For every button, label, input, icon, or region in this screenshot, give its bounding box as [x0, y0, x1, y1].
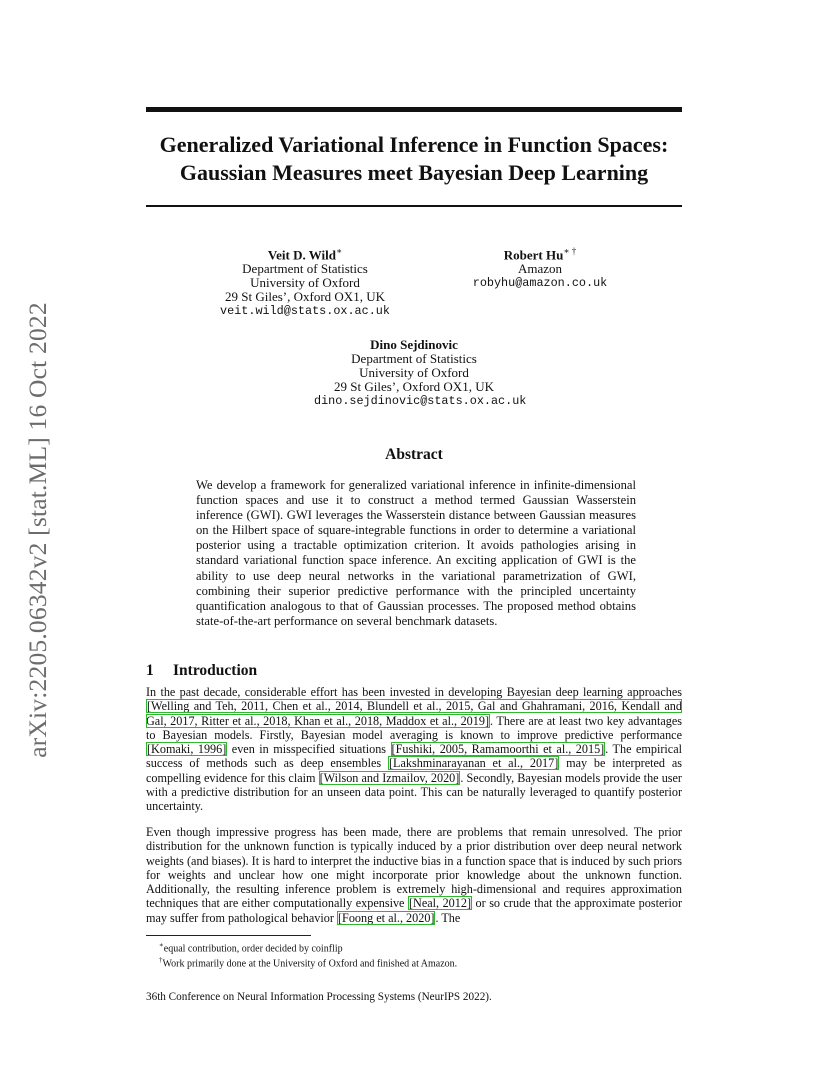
title-rule-top — [146, 107, 682, 112]
section-heading — [146, 662, 257, 680]
citation-link[interactable]: [Fushiki, 2005, Ramamoorthi et al., 2015] — [391, 742, 605, 756]
citation-link[interactable]: [Welling and Teh, 2011, Chen et al., 2014, Blundell et al., 2015, Gal and Ghahramani, 2016, Kendall and Gal, 2017, Ritter et al., 2018, Khan et al., 2018, Maddox et al., 2019] — [146, 699, 682, 728]
citation-link[interactable]: [Wilson and Izmailov, 2020] — [319, 770, 460, 785]
author-affiliation: Amazon — [517, 261, 563, 277]
author-name: Dino Sejdinovic — [370, 337, 458, 352]
author-block-hu — [440, 244, 640, 290]
title-rule-bottom — [146, 205, 682, 207]
author-affiliation: 29 St Giles’, Oxford OX1, UK — [225, 289, 385, 305]
abstract-heading: Abstract — [385, 446, 443, 463]
citation-link[interactable]: [Neal, 2012] — [408, 896, 472, 911]
author-name: Robert Hu — [503, 247, 564, 263]
author-affiliation: University of Oxford — [359, 365, 469, 380]
footnote-text: Work primarily done at the University of Oxford and finished at Amazon. — [162, 958, 458, 970]
paper-title-line-2: Gaussian Measures meet Bayesian Deep Learning — [179, 160, 649, 185]
body-text: . There are at least two key advantages to Bayesian models. Firstly, Bayesian model averaging is known to improve predictive performance — [146, 713, 682, 742]
body-text: . The — [435, 910, 461, 925]
citation-link[interactable]: [Komaki, 1996] — [147, 742, 227, 756]
abstract-text: We develop a framework for generalized variational inference in infinite-dimensional function spaces and use it to construct a method termed Gaussian Wasserstein inference (GWI). GWI leverages the Wasserstein distance between Gaussian measures on the Hilbert space of square-integrable functions in order to determine a variational posterior using a tractable optimization criterion. It avoids pathologies arising in standard variational function space inference. An exciting application of GWI is the ability to use deep neural networks in the variational parametrization of GWI, combining their superior predictive performance with the principled uncertainty quantification analogous to that of Gaussian processes. The proposed method obtains state-of-the-art performance on several benchmark datasets. — [196, 478, 636, 628]
author-marks: ∗ — [335, 246, 343, 256]
author-affiliation: Department of Statistics — [351, 351, 477, 366]
body-text: may be interpreted as compelling evidence for this claim — [146, 756, 682, 785]
intro-paragraph-1 — [146, 685, 682, 813]
author-block-sejdinovic — [314, 337, 527, 408]
author-affiliation: 29 St Giles’, Oxford OX1, UK — [334, 379, 494, 394]
body-text: In the past decade, considerable effort has been invested in developing Bayesian deep learning approaches — [146, 685, 682, 699]
footnote-rule — [146, 935, 311, 936]
author-email[interactable]: dino.sejdinovic@stats.ox.ac.uk — [314, 394, 527, 408]
author-affiliation: University of Oxford — [250, 275, 360, 291]
conference-note: 36th Conference on Neural Information Processing Systems (NeurIPS 2022). — [146, 991, 492, 1003]
author-name: Veit D. Wild — [267, 247, 336, 263]
footnote-2 — [159, 954, 457, 970]
citation-link[interactable]: [Foong et al., 2020] — [338, 910, 435, 925]
section-title: Introduction — [173, 662, 258, 679]
citation-link[interactable]: [Lakshminarayanan et al., 2017] — [388, 756, 559, 771]
author-email[interactable]: robyhu@amazon.co.uk — [472, 276, 608, 291]
arxiv-id-label: arXiv:2205.06342v2 [stat.ML] 16 Oct 2022 — [23, 302, 52, 758]
body-text: . The empirical success of methods such as deep ensembles — [146, 742, 683, 771]
paper-title — [146, 131, 682, 187]
footnote-mark: ∗ — [159, 941, 164, 949]
author-block-wild — [205, 244, 405, 318]
body-text: Even though impressive progress has been made, there are problems that remain unresolved. The prior distribution for the unknown function is typically induced by a prior distribution over deep neural network weights (and biases). It is hard to interpret the inductive bias in a function space that is induced by such priors for weights and unclear how one might incorporate prior knowledge about the unknown function. Additionally, the resulting inference problem is extremely high-dimensional and requires approximation techniques that are either computationally expensive — [146, 825, 682, 911]
paper-title-line-1: Generalized Variational Inference in Function Spaces: — [159, 132, 669, 157]
body-text: even in misspecified situations — [227, 742, 391, 756]
body-text: . Secondly, Bayesian models provide the user with a predictive distribution for an unseen data point. This can be naturally leveraged to quantify posterior uncertainty. — [146, 770, 682, 813]
footnote-mark: † — [159, 956, 163, 964]
author-email[interactable]: veit.wild@stats.ox.ac.uk — [220, 304, 390, 319]
body-text: or so crude that the approximate posterior may suffer from pathological behavior — [146, 896, 683, 925]
arxiv-watermark — [22, 280, 54, 780]
section-number: 1 — [146, 662, 154, 679]
author-affiliation: Department of Statistics — [242, 261, 368, 277]
author-marks: ∗ † — [563, 246, 577, 256]
footnote-1 — [159, 939, 343, 955]
intro-paragraph-2 — [146, 825, 682, 925]
footnote-text: equal contribution, order decided by coinflip — [163, 943, 343, 955]
